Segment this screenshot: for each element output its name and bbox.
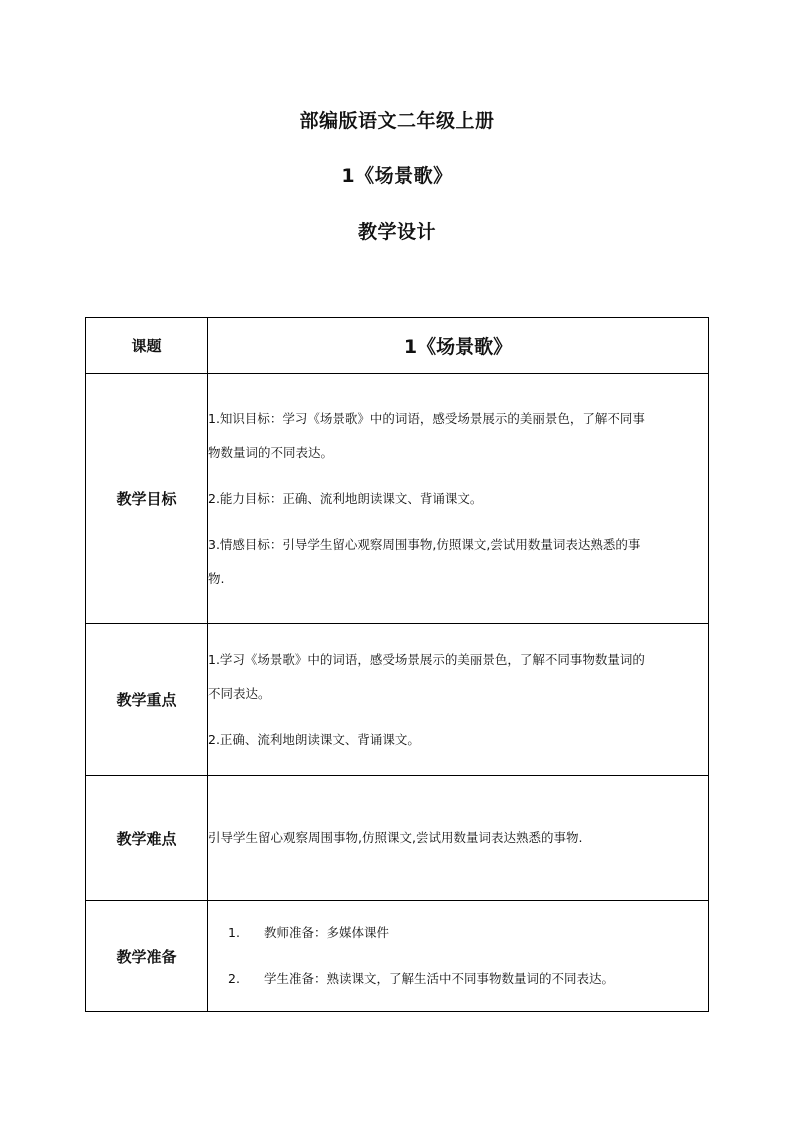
preparation-item-teacher: 教师准备：多媒体课件 xyxy=(264,925,390,940)
preparation-content xyxy=(208,901,709,1012)
table-row-preparation xyxy=(86,901,709,1012)
document-title: 部编版语文二年级上册 xyxy=(299,110,495,132)
difficulties-label: 教学难点 xyxy=(86,776,208,901)
goals-label: 教学目标 xyxy=(86,374,208,624)
list-item xyxy=(208,922,708,944)
goal-item-3-line-1: 3.情感目标：引导学生留心观察周围事物,仿照课文,尝试用数量词表达熟悉的事 xyxy=(208,536,641,552)
document-subtitle: 教学设计 xyxy=(357,221,436,243)
topic-value: 1《场景歌》 xyxy=(208,318,709,374)
key-point-2: 2.正确、流利地朗读课文、背诵课文。 xyxy=(208,731,420,747)
goal-item-2: 2.能力目标：正确、流利地朗读课文、背诵课文。 xyxy=(208,490,483,506)
key-point-1-line-2: 不同表达。 xyxy=(208,685,271,701)
list-number: 2. xyxy=(228,971,240,986)
list-number: 1. xyxy=(228,925,240,940)
key-points-label: 教学重点 xyxy=(86,624,208,776)
goal-item-1-line-2: 物数量词的不同表达。 xyxy=(208,444,334,460)
difficulties-content xyxy=(208,776,709,901)
table-row-key-points xyxy=(86,624,709,776)
table-row-topic xyxy=(86,318,709,374)
preparation-item-student: 学生准备：熟读课文，了解生活中不同事物数量词的不同表达。 xyxy=(264,971,615,986)
goal-item-1-line-1: 1.知识目标：学习《场景歌》中的词语，感受场景展示的美丽景色，了解不同事 xyxy=(208,410,645,426)
topic-label: 课题 xyxy=(86,318,208,374)
goals-content xyxy=(208,374,709,624)
table-row-difficulties xyxy=(86,776,709,901)
difficulty-text: 引导学生留心观察周围事物,仿照课文,尝试用数量词表达熟悉的事物. xyxy=(208,830,583,845)
table-row-goals xyxy=(86,374,709,624)
key-point-1-line-1: 1.学习《场景歌》中的词语，感受场景展示的美丽景色，了解不同事物数量词的 xyxy=(208,651,645,667)
goal-item-3-line-2: 物. xyxy=(208,570,225,586)
preparation-label: 教学准备 xyxy=(86,901,208,1012)
lesson-title: 1《场景歌》 xyxy=(341,165,453,187)
key-points-content xyxy=(208,624,709,776)
list-item xyxy=(208,968,708,990)
lesson-plan-table xyxy=(85,317,709,1012)
